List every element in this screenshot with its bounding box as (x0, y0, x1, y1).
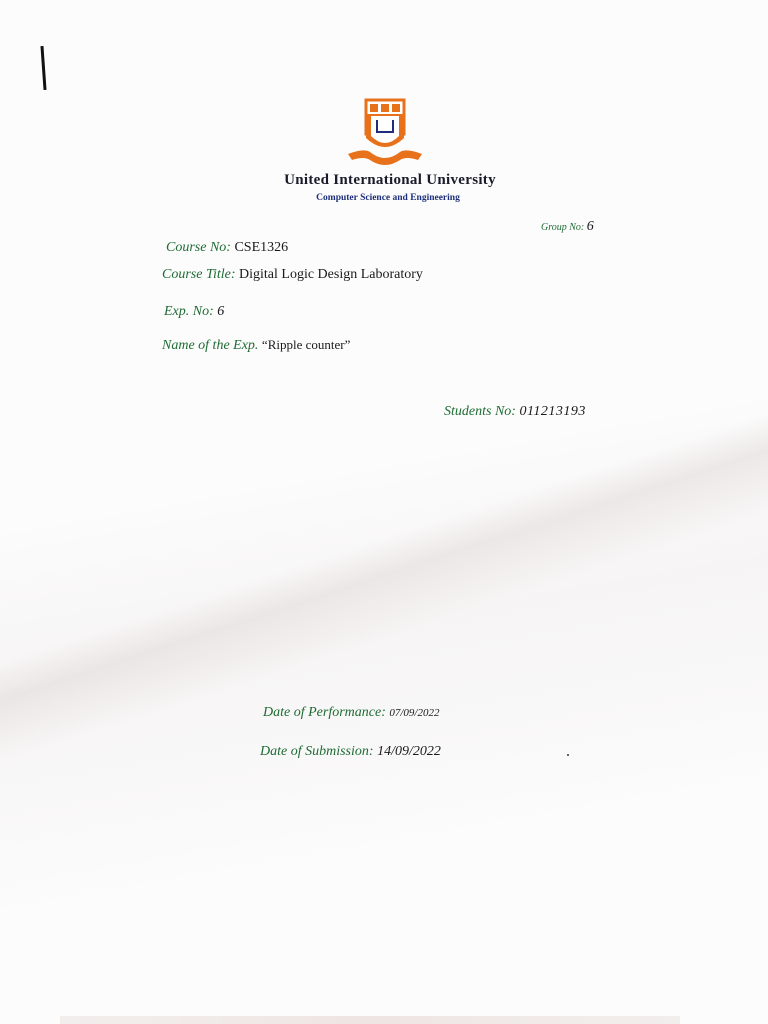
student-no-value: 011213193 (519, 404, 586, 419)
exp-name-field (162, 337, 350, 354)
date-of-submission-field (260, 744, 441, 760)
student-no-label: Students No: (444, 404, 516, 419)
course-title-value: Digital Logic Design Laboratory (239, 267, 423, 282)
scan-mark (40, 46, 46, 90)
exp-no-value: 6 (217, 304, 225, 319)
exp-no-field (164, 304, 224, 320)
course-title-label: Course Title: (162, 267, 236, 282)
exp-name-value: “Ripple counter” (261, 337, 351, 352)
course-no-value: CSE1326 (234, 240, 289, 255)
university-name: United International University (284, 172, 496, 188)
performance-label: Date of Performance: (263, 705, 386, 720)
course-no-label: Course No: (166, 240, 231, 255)
group-value: 6 (586, 219, 594, 234)
page-bottom-edge (60, 1016, 680, 1024)
university-crest-icon (344, 98, 426, 170)
exp-no-label: Exp. No: (164, 304, 214, 319)
date-of-performance-field (263, 705, 439, 721)
performance-value: 07/09/2022 (389, 707, 440, 719)
department-name: Computer Science and Engineering (316, 193, 460, 203)
student-no-field (444, 404, 586, 420)
course-no-field (166, 240, 288, 256)
group-label: Group No: (541, 222, 585, 233)
group-field (541, 219, 594, 235)
submission-label: Date of Submission: (260, 744, 374, 759)
stray-dot (567, 754, 569, 756)
submission-value: 14/09/2022 (377, 744, 441, 759)
exp-name-label: Name of the Exp. (162, 338, 259, 353)
course-title-field (162, 267, 423, 283)
